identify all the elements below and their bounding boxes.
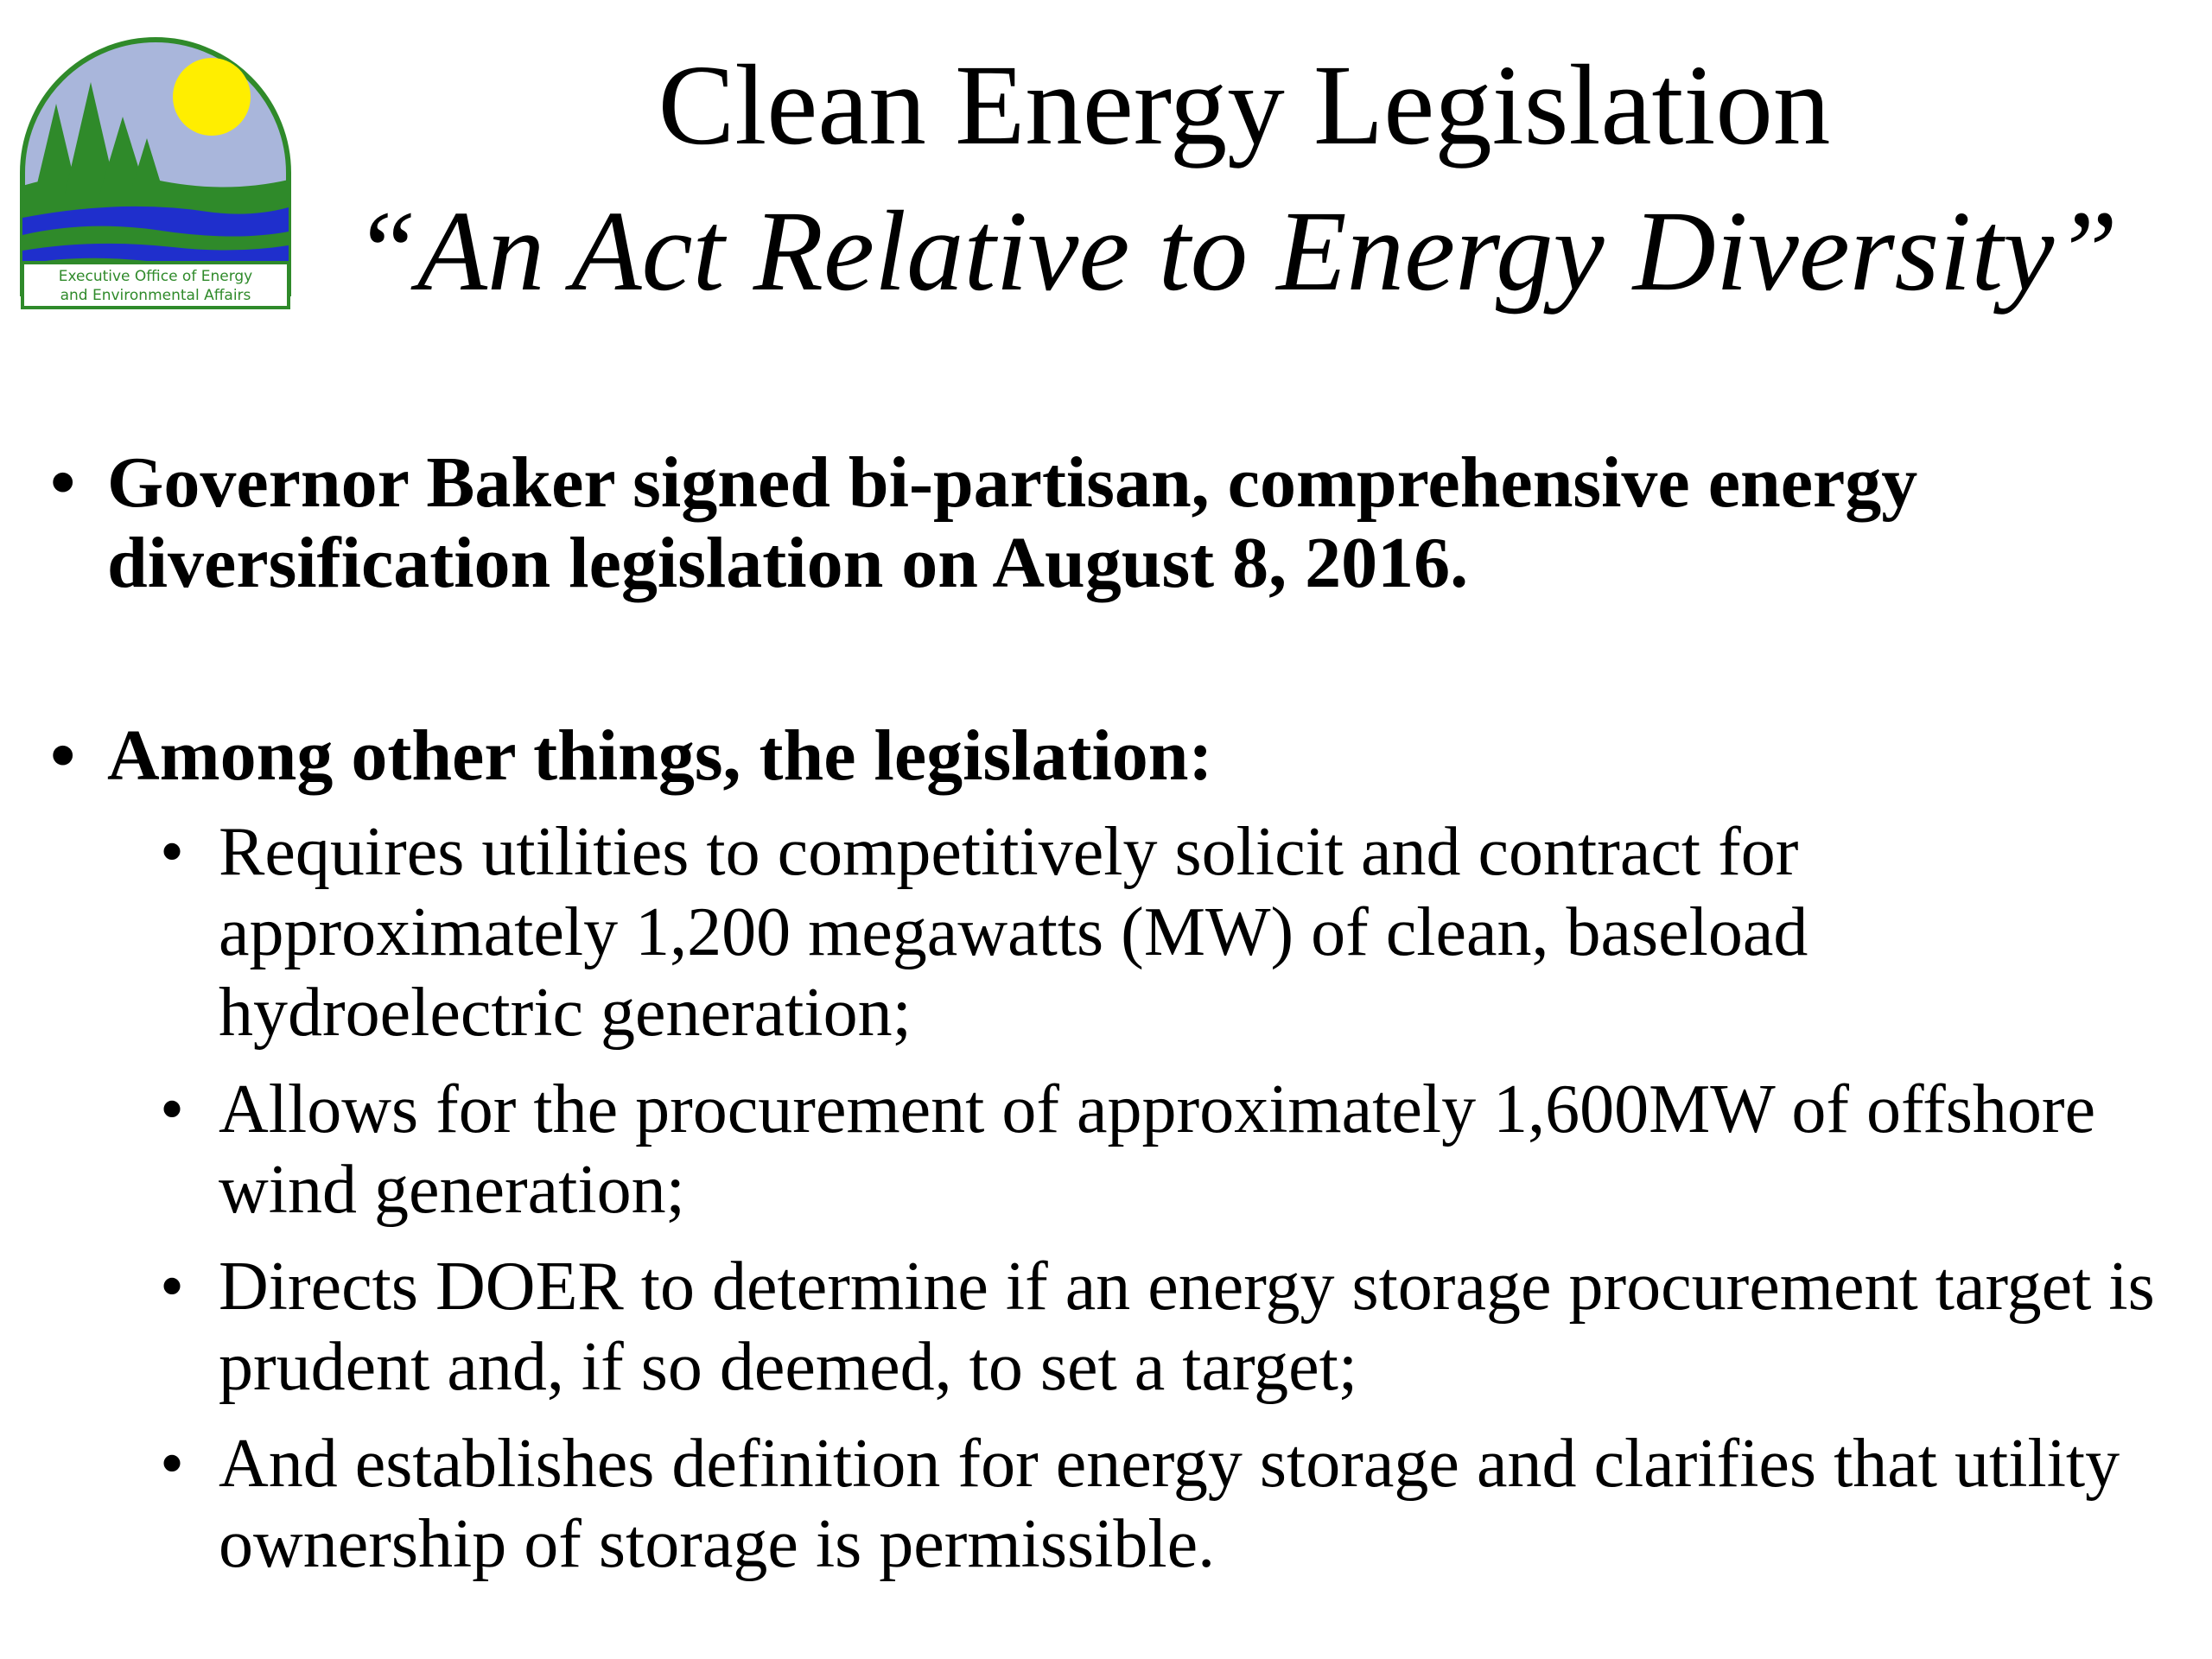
sub-bullet-text: Requires utilities to competitively solicit and contract for approximately 1,200 megawatts (MW) of clean, baseload hydroelectric generation; (219, 814, 1808, 1051)
bullet-item (50, 442, 2158, 603)
slide-subtitle: “An Act Relative to Energy Diversity” (353, 187, 2119, 315)
sub-bullet-list (160, 812, 2182, 1601)
bullet-glyph: • (50, 715, 76, 796)
logo-caption-line1: Executive Office of Energy (58, 268, 253, 285)
bullet-item (50, 715, 2158, 796)
sub-bullet-glyph: • (160, 814, 185, 890)
sub-bullet-text: And establishes definition for energy storage and clarifies that utility ownership of storage is permissible. (219, 1426, 2120, 1582)
bullet-glyph: • (50, 442, 76, 523)
sub-bullet-glyph: • (160, 1249, 185, 1325)
sub-bullet-text: Directs DOER to determine if an energy storage procurement target is prudent and, if so deemed, to set a target; (219, 1249, 2155, 1405)
bullet-text: Among other things, the legislation: (107, 715, 1213, 796)
logo-caption-line2: and Environmental Affairs (60, 287, 251, 304)
sub-bullet-item (160, 812, 2182, 1053)
slide-title: Clean Energy Legislation (658, 41, 1831, 168)
sub-bullet-item (160, 1247, 2182, 1408)
sub-bullet-item (160, 1070, 2182, 1230)
sub-bullet-text: Allows for the procurement of approximately 1,600MW of offshore wind generation; (219, 1071, 2096, 1228)
bullet-text: Governor Baker signed bi-partisan, comprehensive energy diversification legislation on August 8, 2016. (107, 442, 1918, 603)
logo-graphic (17, 35, 294, 311)
sub-bullet-glyph: • (160, 1426, 185, 1502)
sub-bullet-glyph: • (160, 1071, 185, 1147)
sub-bullet-item (160, 1424, 2182, 1585)
eoeea-logo (17, 35, 294, 311)
